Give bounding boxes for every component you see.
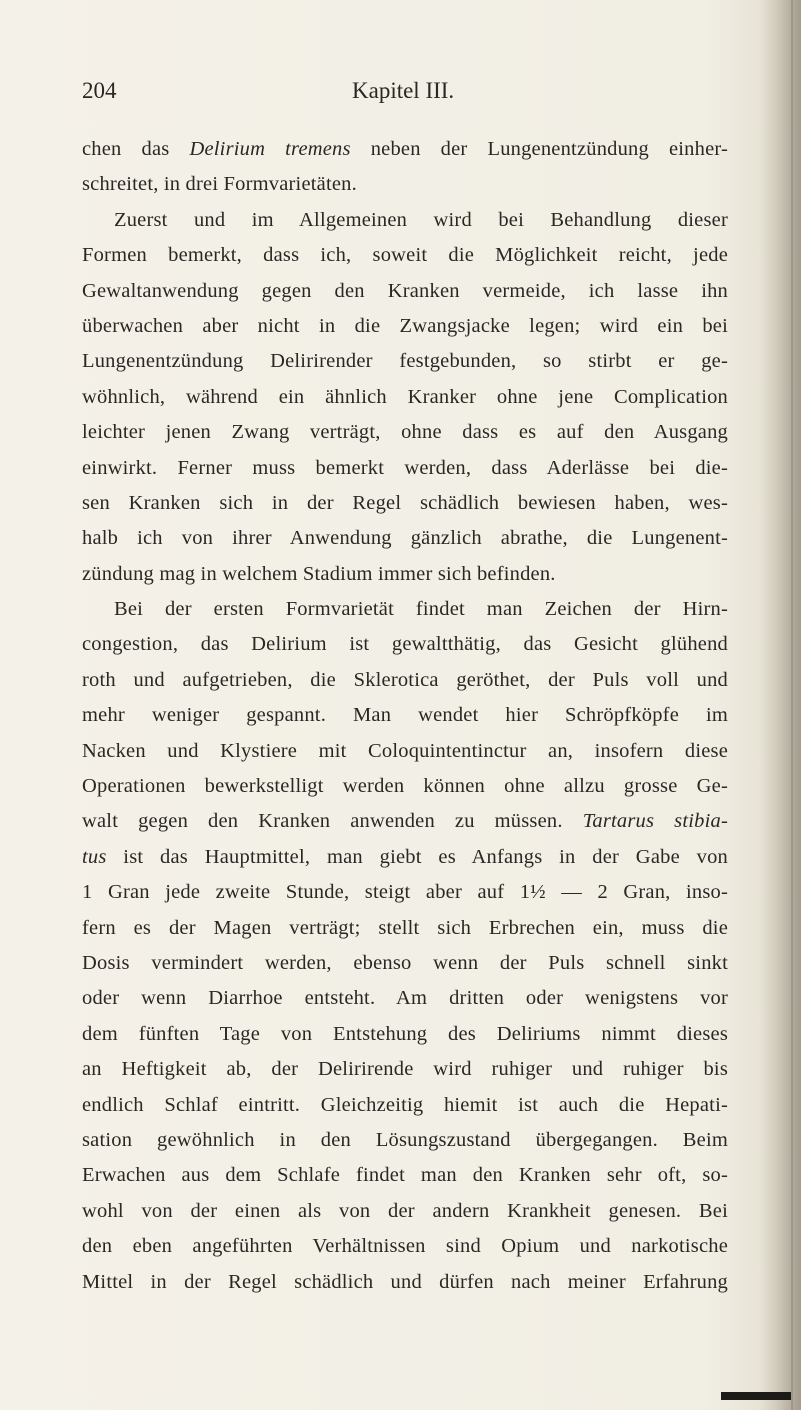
text-line: dem fünften Tage von Entstehung des Deliriums nimmt dieses [82, 1022, 728, 1045]
text-line: chen das Delirium tremens neben der Lungenentzündung einher- [82, 138, 728, 160]
text-line: Erwachen aus dem Schlafe findet man den Kranken sehr oft, so- [82, 1164, 728, 1187]
text-line: fern es der Magen verträgt; stellt sich Erbrechen ein, muss die [82, 916, 728, 939]
text-line: roth und aufgetrieben, die Sklerotica geröthet, der Puls voll und [82, 668, 728, 691]
text-line: sation gewöhnlich in den Lösungszustand übergegangen. Beim [82, 1128, 728, 1151]
text-line: Formen bemerkt, dass ich, soweit die Möglichkeit reicht, jede [82, 244, 728, 267]
text-line: congestion, das Delirium ist gewaltthätig, das Gesicht glühend [82, 633, 728, 656]
page-edge-shadow [759, 0, 801, 1410]
text-line: oder wenn Diarrhoe entsteht. Am dritten oder wenigstens vor [82, 987, 728, 1010]
text-line: wohl von der einen als von der andern Krankheit genesen. Bei [82, 1199, 728, 1222]
text-line: Mittel in der Regel schädlich und dürfen nach meiner Erfahrung [82, 1270, 728, 1293]
text-line: leichter jenen Zwang verträgt, ohne dass es auf den Ausgang [82, 421, 728, 444]
text-line: endlich Schlaf eintritt. Gleichzeitig hiemit ist auch die Hepati- [82, 1093, 728, 1116]
text-line: 1 Gran jede zweite Stunde, steigt aber auf 1½ — 2 Gran, inso- [82, 881, 728, 904]
text-line: einwirkt. Ferner muss bemerkt werden, dass Aderlässe bei die- [82, 456, 728, 479]
page-number: 204 [82, 78, 117, 103]
text-line: Zuerst und im Allgemeinen wird bei Behandlung dieser [114, 208, 728, 231]
running-head: Kapitel III. [352, 78, 455, 103]
text-line: Bei der ersten Formvarietät findet man Zeichen der Hirn- [114, 598, 728, 621]
page-header [82, 78, 722, 108]
text-line: halb ich von ihrer Anwendung gänzlich abrathe, die Lungenent- [82, 527, 728, 550]
text-line: schreitet, in drei Formvarietäten. [82, 173, 357, 196]
text-line: wöhnlich, während ein ähnlich Kranker ohne jene Complication [82, 385, 728, 408]
page-edge-line [791, 0, 793, 1410]
text-line: Lungenentzündung Delirirender festgebunden, so stirbt er ge- [82, 350, 728, 373]
text-line: walt gegen den Kranken anwenden zu müssen. Tartarus stibia- [82, 810, 728, 833]
text-line: überwachen aber nicht in die Zwangsjacke legen; wird ein bei [82, 314, 728, 337]
binding-mark [721, 1392, 791, 1400]
text-line: sen Kranken sich in der Regel schädlich bewiesen haben, wes- [82, 491, 728, 514]
body-text [82, 132, 728, 1300]
text-line: an Heftigkeit ab, der Delirirende wird ruhiger und ruhiger bis [82, 1058, 728, 1081]
text-line: den eben angeführten Verhältnissen sind Opium und narkotische [82, 1235, 728, 1258]
text-line: Nacken und Klystiere mit Coloquintentinctur an, insofern diese [82, 739, 728, 762]
text-line: Dosis vermindert werden, ebenso wenn der Puls schnell sinkt [82, 951, 728, 974]
text-line: mehr weniger gespannt. Man wendet hier Schröpfköpfe im [82, 704, 728, 727]
text-line: Gewaltanwendung gegen den Kranken vermeide, ich lasse ihn [82, 279, 728, 302]
text-line: tus ist das Hauptmittel, man giebt es Anfangs in der Gabe von [82, 845, 728, 868]
text-line: zündung mag in welchem Stadium immer sich befinden. [82, 562, 556, 585]
text-line: Operationen bewerkstelligt werden können ohne allzu grosse Ge- [82, 775, 728, 798]
